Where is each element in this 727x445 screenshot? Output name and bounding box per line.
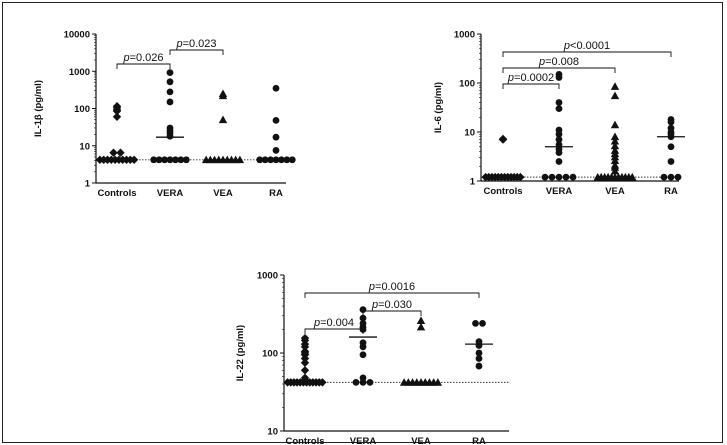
bracket-line <box>503 52 671 57</box>
y-tick-label: 1 <box>469 176 475 188</box>
data-point-circle <box>542 174 549 181</box>
significance-bracket <box>305 281 479 298</box>
data-point-circle <box>668 143 675 150</box>
y-tick-label: 100 <box>262 348 278 360</box>
significance-bracket <box>503 40 671 57</box>
x-category-label: VERA <box>156 188 184 199</box>
y-axis-title: IL-22 (pg/ml) <box>235 324 246 382</box>
data-point-circle <box>167 99 174 106</box>
data-point-circle <box>661 174 668 181</box>
significance-bracket <box>170 38 223 55</box>
p-value: =0.0016 <box>375 281 416 293</box>
data-point-circle <box>668 119 675 126</box>
data-point-triangle <box>219 116 227 124</box>
figure-panels <box>3 3 721 445</box>
data-point-triangle <box>611 121 619 129</box>
x-category-label: VEA <box>411 436 431 445</box>
data-point-triangle <box>611 82 619 90</box>
data-point-circle <box>167 69 174 76</box>
data-point-triangle <box>611 92 619 100</box>
x-category-label: VEA <box>605 186 625 197</box>
x-category-label: VEA <box>213 188 233 199</box>
data-point-circle <box>549 174 556 181</box>
p-value-label <box>371 299 412 311</box>
data-point-circle <box>479 320 486 327</box>
p-value-label <box>538 56 579 68</box>
x-category-label: VERA <box>349 436 377 445</box>
data-point-diamond <box>113 113 121 121</box>
significance-bracket <box>117 52 170 69</box>
bracket-line <box>363 311 421 316</box>
p-value: =0.030 <box>378 299 413 311</box>
p-value-label <box>175 38 216 50</box>
chart-panel-2 <box>433 30 685 198</box>
data-point-circle <box>167 133 174 140</box>
p-value: =0.023 <box>182 38 217 50</box>
p-symbol: p <box>176 38 183 50</box>
p-value-label <box>507 72 554 84</box>
p-value: =0.008 <box>545 56 580 68</box>
chart-panel-1 <box>33 30 296 200</box>
p-value-label <box>313 317 354 329</box>
data-point-circle <box>476 363 483 370</box>
data-point-circle <box>668 174 675 181</box>
data-point-circle <box>167 78 174 85</box>
data-point-circle <box>472 320 479 327</box>
significance-bracket <box>503 72 559 89</box>
data-point-circle <box>668 158 675 165</box>
x-category-label: VERA <box>545 186 573 197</box>
bracket-line <box>117 64 170 69</box>
data-point-circle <box>556 74 563 81</box>
p-symbol: p <box>368 281 376 293</box>
y-tick-label: 1000 <box>256 270 278 282</box>
y-tick-label: 100 <box>459 78 475 90</box>
data-point-circle <box>273 147 280 154</box>
p-symbol: p <box>123 52 130 64</box>
data-point-circle <box>273 117 280 124</box>
p-symbol: p <box>371 299 379 311</box>
y-tick-label: 1000 <box>68 66 90 78</box>
data-point-circle <box>570 174 577 181</box>
p-value-label <box>563 40 610 52</box>
x-category-label: RA <box>269 188 283 199</box>
x-category-label: Controls <box>285 436 325 445</box>
bracket-line <box>305 329 363 334</box>
data-point-circle <box>183 156 190 163</box>
data-point-circle <box>360 379 367 386</box>
significance-bracket <box>503 56 615 73</box>
data-point-circle <box>353 379 360 386</box>
x-category-label: Controls <box>97 188 137 199</box>
p-symbol: p <box>538 56 546 68</box>
data-point-circle <box>273 134 280 141</box>
significance-bracket <box>305 317 363 334</box>
data-point-circle <box>675 174 682 181</box>
data-point-diamond <box>301 359 309 367</box>
data-point-circle <box>273 85 280 92</box>
x-category-label: Controls <box>483 186 523 197</box>
data-point-circle <box>556 158 563 165</box>
data-point-circle <box>563 174 570 181</box>
data-point-circle <box>476 355 483 362</box>
significance-bracket <box>363 299 421 316</box>
y-tick-label: 10 <box>267 426 278 438</box>
p-value: <0.0001 <box>570 40 611 52</box>
data-point-circle <box>556 149 563 156</box>
data-point-triangle <box>417 323 425 331</box>
data-point-diamond <box>301 366 309 374</box>
data-point-circle <box>360 351 367 358</box>
data-point-circle <box>167 88 174 95</box>
y-tick-label: 10000 <box>63 29 90 41</box>
bracket-line <box>170 50 223 55</box>
figure-frame <box>2 2 723 443</box>
data-point-circle <box>556 105 563 112</box>
y-tick-label: 100 <box>74 104 90 115</box>
data-point-circle <box>476 342 483 349</box>
p-value: =0.0002 <box>514 72 555 84</box>
y-tick-label: 1 <box>84 178 90 190</box>
bracket-line <box>305 293 479 298</box>
p-value: =0.026 <box>129 52 164 64</box>
x-category-label: RA <box>664 186 678 197</box>
p-symbol: p <box>507 72 515 84</box>
y-axis-title: IL-1β (pg/ml) <box>33 80 44 137</box>
p-symbol: p <box>563 40 571 52</box>
bracket-line <box>503 84 559 89</box>
y-tick-label: 1000 <box>453 29 475 41</box>
p-value-label <box>368 281 415 293</box>
y-tick-label: 10 <box>464 127 475 139</box>
chart-panel-3 <box>235 271 509 445</box>
data-point-diamond <box>499 135 507 143</box>
data-point-circle <box>360 343 367 350</box>
p-value: =0.004 <box>320 317 355 329</box>
data-point-circle <box>556 174 563 181</box>
data-point-triangle <box>417 316 425 324</box>
y-axis-title: IL-6 (pg/ml) <box>433 81 444 134</box>
p-value-label <box>122 52 163 64</box>
data-point-circle <box>367 379 374 386</box>
data-point-circle <box>556 99 563 106</box>
y-tick-label: 10 <box>79 141 90 153</box>
x-category-label: RA <box>472 436 486 445</box>
p-symbol: p <box>313 317 321 329</box>
data-point-diamond <box>116 149 124 157</box>
